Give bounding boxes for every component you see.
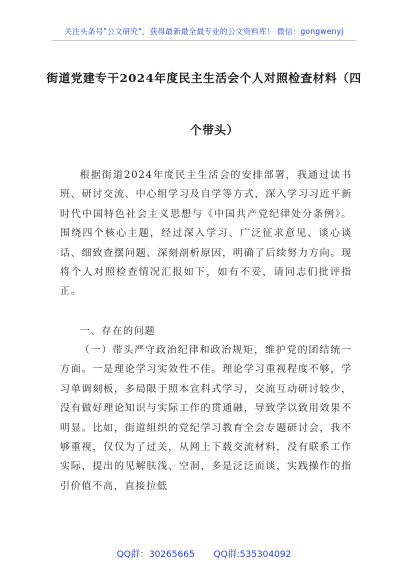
intro-paragraph: 根据街道2024年度民主生活会的安排部署，我通过读书班、研讨交流、中心组学习及自学等方式，深入学习习近平新时代中国特色社会主义思想与《中国共产党纪律处分条例》。围绕四个核心主题，经过深入学习、广泛征求意见、谈心谈话、细致查摆问题、深刻剖析原因，明确了后续努力方向。现将个人对照检查情况汇报如下，如有不妥，请同志们批评指正。 [60, 170, 352, 298]
header-divider [52, 40, 356, 41]
footer-qq-group-2: QQ群:535304092 [213, 550, 292, 560]
header-promo-note: 关注头条号"公文研究"，获得最新最全最专业的公文资料库！ 微信：gongwenyj [64, 27, 344, 36]
document-title-line-1: 街道党建专干2024年度民主生活会个人对照检查材料（四 [46, 71, 362, 85]
footer-contacts [0, 547, 408, 560]
issue-paragraph: （一）带头严守政治纪律和政治规矩，维护党的团结统一方面。一是理论学习实效性不佳。理论学习重视程度不够，学习单调刻板，多局限于照本宣科式学习，交流互动研讨较少，没有做好理论知识与实际工作的贯通融，导致学以致用效果不明显。比如，街道组织的党纪学习教育全会专题研讨会，我不够重视，仅仅为了过关，从网上下载交流材料，没有联系工作实际，提出的见解肤浅、空洞，多是泛泛而谈，实践操作的指引价值不高，直接拉低 [60, 345, 352, 492]
footer-qq-group-1: QQ群：30265665 [116, 550, 195, 560]
section-heading: 一、存在的问题 [80, 326, 156, 337]
document-title-line-2: 个带头） [190, 123, 239, 137]
